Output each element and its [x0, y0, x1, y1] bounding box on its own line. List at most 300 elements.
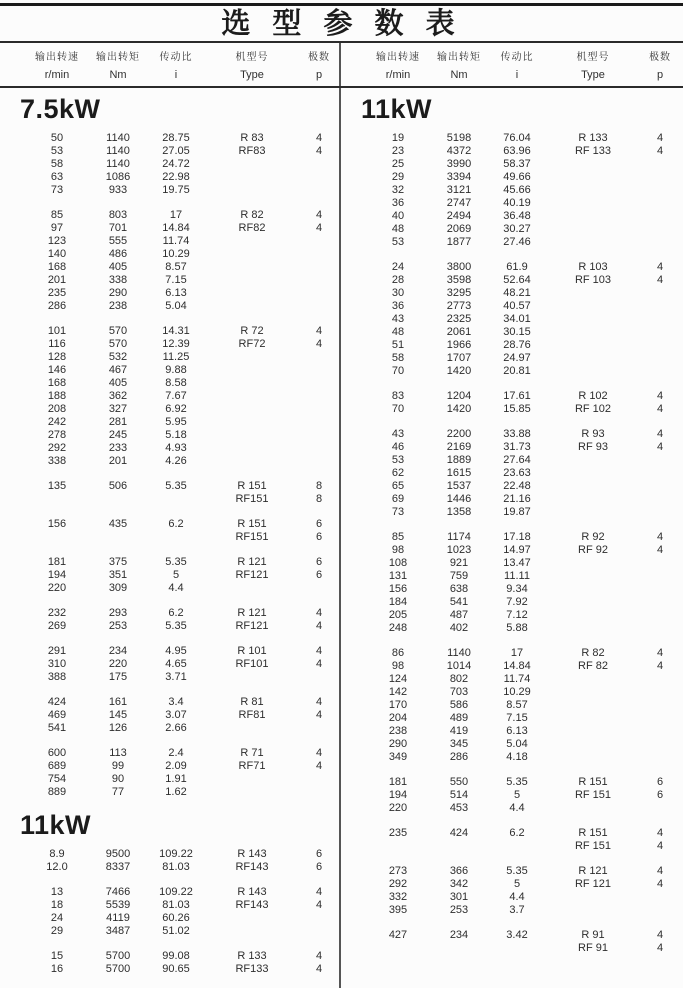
- table-row: [0, 377, 339, 390]
- cell-torque: 586: [449, 699, 469, 711]
- table-row: [0, 351, 339, 364]
- cell-ratio: 11.74: [162, 235, 190, 247]
- cell-torque: 3990: [446, 158, 472, 170]
- table-row: [341, 840, 681, 853]
- cell-poles: 4: [315, 658, 323, 670]
- cell-poles: [639, 557, 681, 570]
- cell-type: [547, 352, 639, 365]
- cell-type: [547, 506, 639, 519]
- cell-type: R 82: [581, 647, 605, 659]
- cell-ratio: 5.35: [506, 865, 528, 877]
- table-row: [0, 671, 339, 684]
- cell-speed: 108: [388, 557, 408, 569]
- cell-torque: 113: [109, 747, 127, 759]
- row-group: [341, 647, 681, 764]
- cell-type: [547, 197, 639, 210]
- cell-poles: [298, 582, 340, 595]
- cell-speed: 51: [391, 339, 405, 351]
- cell-speed: 58: [50, 158, 64, 170]
- cell-speed: 18: [50, 899, 64, 911]
- row-group: [341, 261, 681, 378]
- cell-type: RF81: [238, 709, 266, 721]
- cell-type: [547, 712, 639, 725]
- cell-type: R 103: [578, 261, 608, 273]
- cell-poles: [298, 912, 340, 925]
- table-row: [0, 556, 339, 569]
- cell-speed: 25: [391, 158, 405, 170]
- cell-speed: 424: [47, 696, 67, 708]
- cell-poles: 4: [656, 878, 664, 890]
- cell-torque: 342: [449, 878, 469, 890]
- cell-poles: [639, 197, 681, 210]
- cell-poles: [639, 904, 681, 917]
- cell-torque: 921: [449, 557, 469, 569]
- table-row: [0, 442, 339, 455]
- cell-poles: [639, 725, 681, 738]
- cell-type: RF 92: [578, 544, 608, 556]
- table-row: [0, 338, 339, 351]
- cell-type: [206, 773, 298, 786]
- cell-poles: 4: [656, 660, 664, 672]
- cell-speed: 181: [47, 556, 67, 568]
- cell-ratio: 19.87: [503, 506, 531, 518]
- cell-torque: 338: [108, 274, 128, 286]
- cell-ratio: 40.19: [503, 197, 531, 209]
- cell-ratio: 8.57: [506, 699, 528, 711]
- cell-type: RF82: [238, 222, 266, 234]
- cell-ratio: 76.04: [503, 132, 531, 144]
- cell-ratio: 4.95: [165, 645, 187, 657]
- cell-type: [547, 699, 639, 712]
- table-row: [341, 802, 681, 815]
- table-row: [0, 925, 339, 938]
- cell-type: [547, 738, 639, 751]
- table-row: [0, 899, 339, 912]
- table-row: [0, 760, 339, 773]
- cell-torque: 759: [449, 570, 469, 582]
- cell-ratio: 5.35: [165, 556, 187, 568]
- table-row: [0, 248, 339, 261]
- cell-poles: 4: [315, 760, 323, 772]
- cell-ratio: 30.27: [503, 223, 531, 235]
- header-ratio: 传动比 i: [500, 52, 534, 81]
- cell-poles: 4: [656, 145, 664, 157]
- cell-type: RF72: [238, 338, 266, 350]
- cell-type: RF 103: [574, 274, 612, 286]
- cell-poles: [298, 442, 340, 455]
- cell-speed: 30: [391, 287, 405, 299]
- cell-poles: 4: [656, 441, 664, 453]
- cell-type: R 133: [237, 950, 267, 962]
- cell-type: [206, 158, 298, 171]
- cell-torque: 1707: [446, 352, 472, 364]
- cell-poles: 6: [315, 569, 323, 581]
- table-row: [341, 171, 681, 184]
- cell-speed: 53: [391, 454, 405, 466]
- cell-type: [547, 596, 639, 609]
- cell-torque: 8337: [105, 861, 131, 873]
- table-row: [0, 261, 339, 274]
- cell-speed: 83: [391, 390, 405, 402]
- cell-poles: [298, 287, 340, 300]
- cell-ratio: 14.31: [162, 325, 190, 337]
- cell-speed: 36: [391, 197, 405, 209]
- cell-torque: 1014: [446, 660, 472, 672]
- cell-speed: 220: [47, 582, 67, 594]
- cell-ratio: 11.11: [504, 570, 530, 582]
- cell-ratio: [487, 942, 547, 955]
- cell-poles: 8: [315, 493, 323, 505]
- table-row: [0, 773, 339, 786]
- cell-type: [547, 287, 639, 300]
- cell-ratio: 15.85: [503, 403, 531, 415]
- cell-type: [206, 261, 298, 274]
- cell-ratio: 7.12: [506, 609, 528, 621]
- cell-type: R 71: [240, 747, 264, 759]
- cell-type: R 93: [581, 428, 605, 440]
- cell-ratio: 5: [513, 789, 521, 801]
- cell-poles: 4: [656, 942, 664, 954]
- cell-type: RF143: [235, 899, 269, 911]
- cell-speed: 85: [50, 209, 64, 221]
- cell-torque: [431, 942, 487, 955]
- row-group: [0, 480, 339, 506]
- cell-ratio: 52.64: [503, 274, 531, 286]
- cell-type: [547, 493, 639, 506]
- row-group: [0, 518, 339, 544]
- cell-torque: 253: [449, 904, 469, 916]
- cell-speed: 48: [391, 223, 405, 235]
- cell-poles: 4: [656, 274, 664, 286]
- table-row: [341, 428, 681, 441]
- cell-torque: [431, 840, 487, 853]
- cell-ratio: 3.42: [506, 929, 528, 941]
- cell-poles: 4: [315, 145, 323, 157]
- cell-torque: 77: [111, 786, 125, 798]
- header-poles: 极数 p: [649, 52, 671, 81]
- table-row: [341, 467, 681, 480]
- cell-type: [547, 557, 639, 570]
- cell-ratio: 7.15: [165, 274, 187, 286]
- table-row: [0, 963, 339, 976]
- cell-ratio: 81.03: [162, 899, 190, 911]
- cell-torque: [90, 531, 146, 544]
- cell-type: R 102: [578, 390, 608, 402]
- cell-type: RF151: [235, 531, 269, 543]
- table-row: [0, 645, 339, 658]
- cell-type: [206, 912, 298, 925]
- table-row: [341, 480, 681, 493]
- cell-speed: 24: [50, 912, 64, 924]
- table-row: [341, 274, 681, 287]
- cell-speed: 754: [47, 773, 67, 785]
- cell-type: [206, 184, 298, 197]
- cell-speed: 292: [47, 442, 67, 454]
- cell-ratio: 45.66: [503, 184, 531, 196]
- cell-ratio: 6.13: [165, 287, 187, 299]
- cell-torque: 2773: [446, 300, 472, 312]
- cell-poles: [298, 364, 340, 377]
- cell-torque: 803: [108, 209, 128, 221]
- cell-poles: 4: [656, 428, 664, 440]
- cell-type: RF 151: [574, 840, 612, 852]
- cell-ratio: 34.01: [503, 313, 531, 325]
- right-header: [341, 43, 681, 86]
- cell-poles: [639, 326, 681, 339]
- table-row: [341, 261, 681, 274]
- cell-torque: 3295: [446, 287, 472, 299]
- cell-type: RF 133: [574, 145, 612, 157]
- cell-ratio: 24.97: [503, 352, 531, 364]
- cell-speed: 53: [391, 236, 405, 248]
- cell-speed: 29: [391, 171, 405, 183]
- table-row: [341, 326, 681, 339]
- cell-poles: [639, 609, 681, 622]
- cell-type: RF 121: [574, 878, 612, 890]
- cell-torque: 5539: [105, 899, 131, 911]
- table-row: [0, 390, 339, 403]
- cell-poles: 4: [656, 390, 664, 402]
- cell-speed: 124: [388, 673, 408, 685]
- cell-speed: 889: [47, 786, 67, 798]
- cell-type: [547, 480, 639, 493]
- cell-speed: 188: [47, 390, 67, 402]
- cell-ratio: 1.91: [165, 773, 187, 785]
- cell-type: RF83: [238, 145, 266, 157]
- cell-torque: 570: [108, 338, 128, 350]
- cell-type: R 91: [581, 929, 605, 941]
- cell-ratio: 81.03: [162, 861, 190, 873]
- cell-speed: 73: [391, 506, 405, 518]
- cell-ratio: 6.2: [509, 827, 525, 839]
- cell-torque: 1174: [447, 531, 471, 543]
- cell-torque: 5700: [105, 963, 131, 975]
- table-row: [341, 699, 681, 712]
- cell-speed: [24, 531, 90, 544]
- cell-type: [547, 236, 639, 249]
- cell-ratio: 12.39: [162, 338, 190, 350]
- cell-ratio: 9.34: [506, 583, 528, 595]
- cell-poles: [639, 223, 681, 236]
- cell-ratio: 17: [169, 209, 183, 221]
- cell-type: [547, 300, 639, 313]
- cell-torque: 233: [108, 442, 128, 454]
- cell-poles: 6: [656, 789, 664, 801]
- cell-torque: 1358: [446, 506, 472, 518]
- table-row: [0, 158, 339, 171]
- cell-type: R 81: [240, 696, 264, 708]
- cell-torque: 362: [108, 390, 128, 402]
- table-row: [341, 609, 681, 622]
- cell-type: [206, 248, 298, 261]
- cell-speed: 46: [391, 441, 405, 453]
- cell-ratio: 20.81: [503, 365, 531, 377]
- cell-ratio: 3.7: [509, 904, 525, 916]
- cell-type: R 151: [578, 776, 608, 788]
- cell-type: [547, 904, 639, 917]
- table-row: [0, 325, 339, 338]
- cell-torque: 933: [108, 184, 128, 196]
- table-row: [341, 827, 681, 840]
- cell-ratio: 5: [513, 878, 521, 890]
- cell-type: [206, 300, 298, 313]
- table-row: [341, 390, 681, 403]
- table-row: [0, 235, 339, 248]
- table-row: [341, 493, 681, 506]
- cell-poles: 4: [315, 209, 323, 221]
- table-row: [341, 865, 681, 878]
- table-row: [0, 455, 339, 468]
- table-row: [0, 582, 339, 595]
- cell-torque: 253: [108, 620, 128, 632]
- cell-ratio: 2.4: [168, 747, 184, 759]
- cell-poles: 4: [656, 865, 664, 877]
- table-row: [341, 622, 681, 635]
- cell-type: R 82: [240, 209, 264, 221]
- cell-poles: 6: [315, 531, 323, 543]
- cell-poles: 4: [315, 607, 323, 619]
- cell-speed: 98: [391, 544, 405, 556]
- cell-type: [206, 582, 298, 595]
- cell-poles: [298, 351, 340, 364]
- cell-type: RF133: [235, 963, 269, 975]
- cell-torque: 9500: [105, 848, 131, 860]
- cell-torque: 201: [108, 455, 128, 467]
- cell-speed: 469: [47, 709, 67, 721]
- cell-speed: 19: [391, 132, 405, 144]
- cell-speed: 140: [47, 248, 67, 260]
- table-row: [341, 531, 681, 544]
- cell-poles: [298, 171, 340, 184]
- cell-torque: 99: [111, 760, 125, 772]
- cell-type: [547, 158, 639, 171]
- cell-poles: 4: [656, 929, 664, 941]
- table-row: [0, 209, 339, 222]
- table-row: [341, 725, 681, 738]
- table-row: [341, 776, 681, 789]
- cell-ratio: 24.72: [162, 158, 190, 170]
- cell-ratio: 4.4: [509, 802, 525, 814]
- cell-speed: 170: [388, 699, 408, 711]
- cell-speed: 73: [50, 184, 64, 196]
- cell-poles: [298, 671, 340, 684]
- table-row: [0, 364, 339, 377]
- cell-ratio: 8.57: [165, 261, 187, 273]
- cell-torque: 1140: [106, 158, 130, 170]
- cell-speed: 62: [391, 467, 405, 479]
- cell-ratio: 17.61: [503, 390, 531, 402]
- cell-ratio: 5.35: [165, 480, 187, 492]
- cell-type: [206, 171, 298, 184]
- table-row: [0, 620, 339, 633]
- cell-type: [547, 184, 639, 197]
- cell-type: [547, 365, 639, 378]
- cell-speed: 205: [388, 609, 408, 621]
- cell-torque: 3121: [446, 184, 472, 196]
- cell-ratio: 8.58: [165, 377, 187, 389]
- cell-torque: 2494: [446, 210, 472, 222]
- cell-ratio: [487, 840, 547, 853]
- cell-speed: 16: [50, 963, 64, 975]
- header-type: 机型号 Type: [235, 52, 269, 81]
- cell-poles: [298, 786, 340, 799]
- cell-type: [547, 802, 639, 815]
- cell-poles: 4: [315, 222, 323, 234]
- left-header: [0, 43, 341, 86]
- cell-torque: 2061: [446, 326, 472, 338]
- cell-type: RF 151: [574, 789, 612, 801]
- cell-speed: [365, 942, 431, 955]
- cell-type: R 151: [237, 480, 267, 492]
- cell-ratio: 61.9: [506, 261, 528, 273]
- cell-ratio: 28.75: [162, 132, 190, 144]
- table-row: [341, 738, 681, 751]
- cell-poles: 4: [656, 132, 664, 144]
- table-row: [341, 184, 681, 197]
- cell-speed: 53: [50, 145, 64, 157]
- cell-speed: 235: [388, 827, 408, 839]
- row-group: [341, 428, 681, 519]
- cell-ratio: 27.64: [503, 454, 531, 466]
- cell-type: [206, 390, 298, 403]
- cell-ratio: 51.02: [162, 925, 190, 937]
- cell-ratio: 5.95: [165, 416, 187, 428]
- cell-speed: 689: [47, 760, 67, 772]
- table-row: [0, 287, 339, 300]
- cell-torque: 419: [449, 725, 469, 737]
- cell-ratio: 30.15: [503, 326, 531, 338]
- cell-type: [547, 609, 639, 622]
- cell-speed: 291: [47, 645, 67, 657]
- cell-type: R 151: [578, 827, 608, 839]
- cell-ratio: 6.13: [506, 725, 528, 737]
- cell-speed: 201: [47, 274, 67, 286]
- cell-poles: 4: [315, 886, 323, 898]
- cell-ratio: 4.93: [165, 442, 187, 454]
- cell-speed: 23: [391, 145, 405, 157]
- cell-torque: 541: [449, 596, 469, 608]
- cell-poles: [639, 300, 681, 313]
- table-row: [341, 403, 681, 416]
- cell-type: [206, 274, 298, 287]
- cell-type: RF 91: [578, 942, 608, 954]
- cell-poles: [639, 313, 681, 326]
- cell-torque: 1204: [446, 390, 472, 402]
- cell-torque: 345: [449, 738, 469, 750]
- cell-poles: [639, 287, 681, 300]
- cell-speed: 194: [388, 789, 408, 801]
- cell-torque: 1140: [106, 132, 130, 144]
- cell-torque: 5198: [446, 132, 472, 144]
- row-group: [0, 747, 339, 799]
- table-row: [0, 403, 339, 416]
- cell-torque: 703: [449, 686, 469, 698]
- cell-speed: 123: [47, 235, 67, 247]
- cell-torque: 405: [108, 377, 128, 389]
- table-row: [0, 518, 339, 531]
- cell-poles: [298, 300, 340, 313]
- cell-torque: 424: [449, 827, 469, 839]
- power-section-label: 11kW: [20, 810, 92, 840]
- cell-speed: 128: [47, 351, 67, 363]
- cell-poles: [298, 377, 340, 390]
- cell-ratio: 31.73: [503, 441, 531, 453]
- cell-poles: [639, 158, 681, 171]
- cell-ratio: 14.84: [162, 222, 190, 234]
- cell-ratio: 5.35: [506, 776, 528, 788]
- cell-speed: 131: [388, 570, 408, 582]
- cell-poles: [298, 184, 340, 197]
